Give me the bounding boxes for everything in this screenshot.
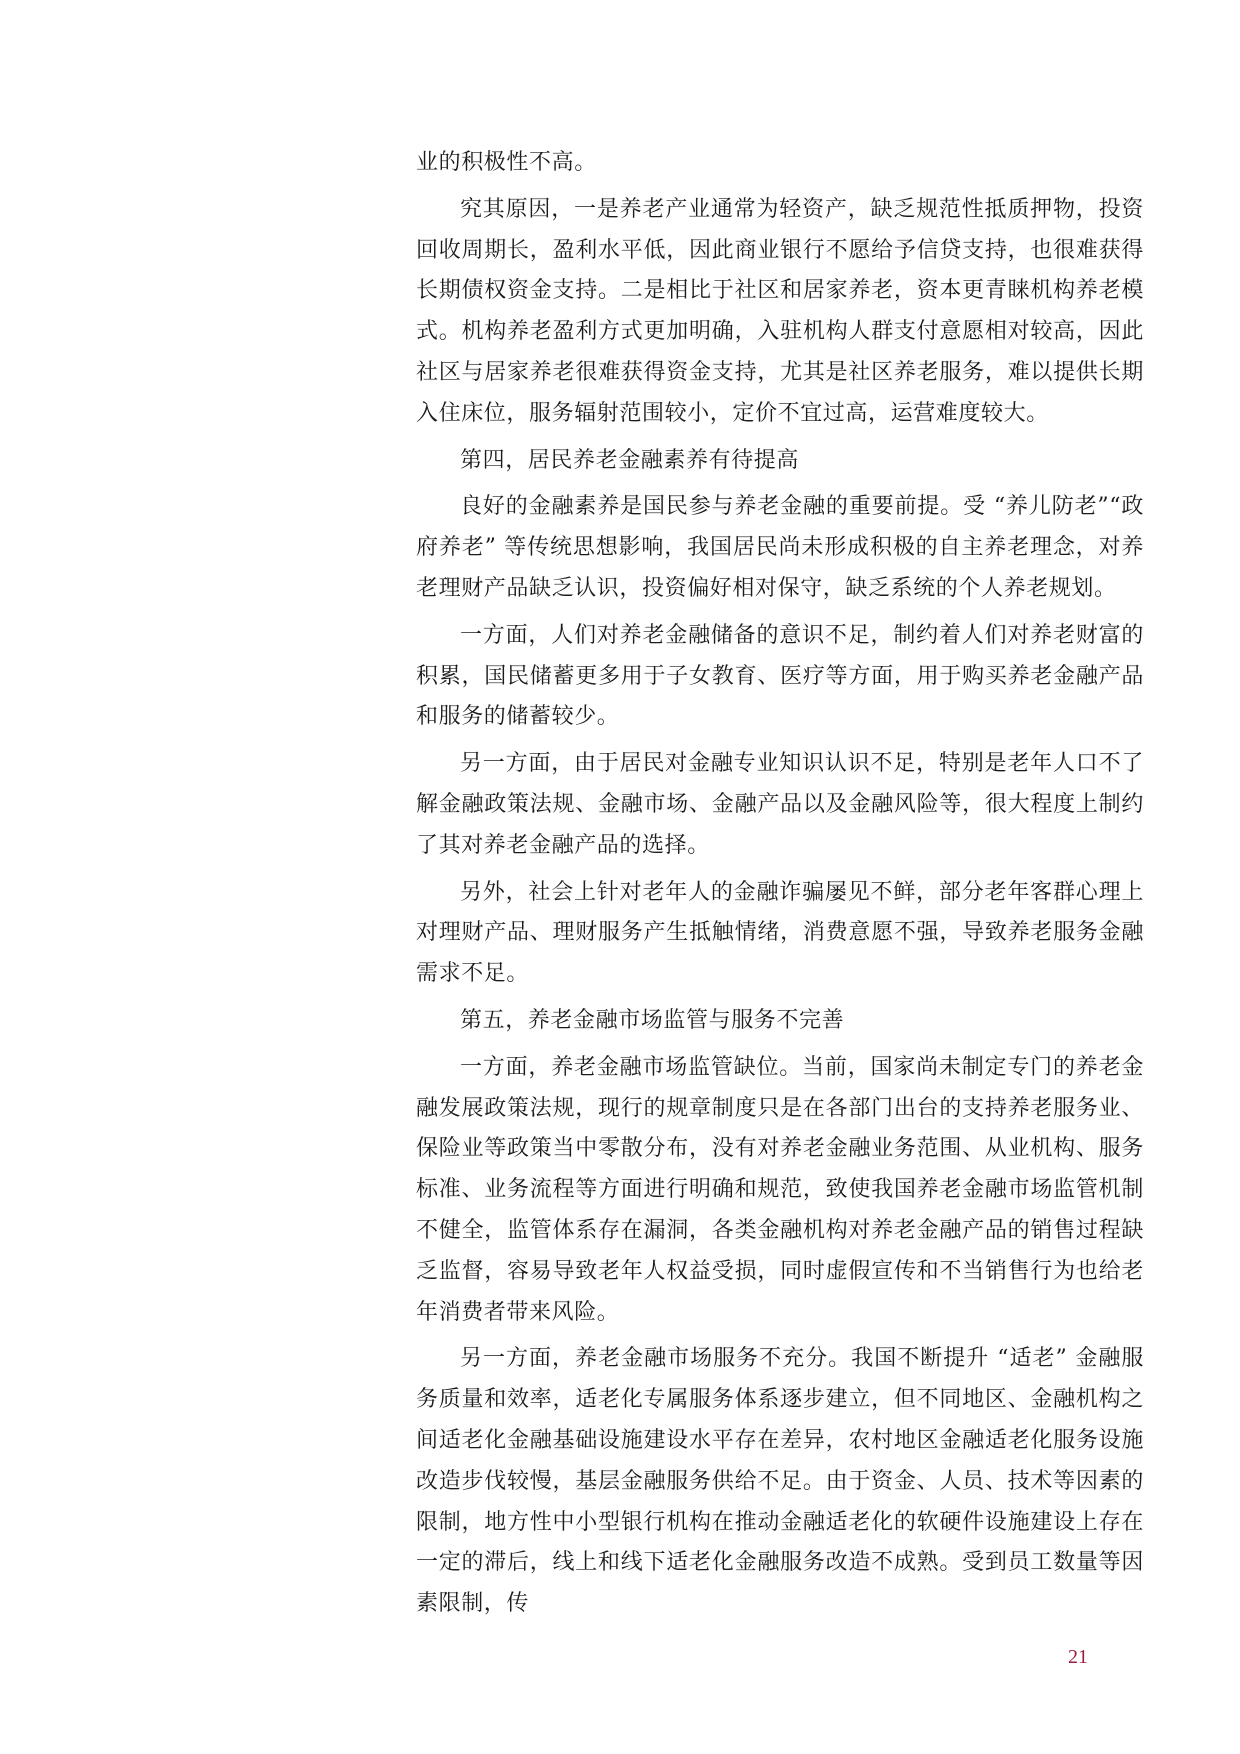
paragraph-causes: 究其原因，一是养老产业通常为轻资产，缺乏规范性抵质押物，投资回收周期长，盈利水平低，因此商业银行不愿给予信贷支持，也很难获得长期债权资金支持。二是相比于社区和居家养老，资本更青睐机构养老模式。机构养老盈利方式更加明确，入驻机构人群支付意愿相对较高，因此社区与居家养老很难获得资金支持，尤其是社区养老服务，难以提供长期入住床位，服务辐射范围较小，定价不宜过高，运营难度较大。 bbox=[416, 196, 1144, 426]
paragraph-fraud: 另外，社会上针对老年人的金融诈骗屡见不鲜，部分老年客群心理上对理财产品、理财服务产生抵触情绪，消费意愿不强，导致养老服务金融需求不足。 bbox=[416, 879, 1144, 987]
paragraph-services: 另一方面，养老金融市场服务不充分。我国不断提升 “适老” 金融服务质量和效率，适老化专属服务体系逐步建立，但不同地区、金融机构之间适老化金融基础设施建设水平存在差异，农村地区金融适老化服务设施改造步伐较慢，基层金融服务供给不足。由于资金、人员、技术等因素的限制，地方性中小型银行机构在推动金融适老化的软硬件设施建设上存在一定的滞后，线上和线下适老化金融服务改造不成熟。受到员工数量等因素限制，传 bbox=[416, 1346, 1144, 1617]
section-heading-fourth: 第四，居民养老金融素养有待提高 bbox=[460, 447, 800, 473]
paragraph-financial-literacy: 良好的金融素养是国民参与养老金融的重要前提。受 “养儿防老”“政府养老” 等传统思想影响，我国居民尚未形成积极的自主养老理念，对养老理财产品缺乏认识，投资偏好相对保守，缺乏系统的个人养老规划。 bbox=[416, 494, 1144, 601]
paragraph-savings-awareness: 一方面，人们对养老金融储备的意识不足，制约着人们对养老财富的积累，国民储蓄更多用于子女教育、医疗等方面，用于购买养老金融产品和服务的储蓄较少。 bbox=[416, 622, 1144, 730]
paragraph-continuation: 业的积极性不高。 bbox=[416, 150, 597, 175]
paragraph-regulation: 一方面，养老金融市场监管缺位。当前，国家尚未制定专门的养老金融发展政策法规，现行的规章制度只是在各部门出台的支持养老服务业、保险业等政策当中零散分布，没有对养老金融业务范围、从业机构、服务标准、业务流程等方面进行明确和规范，致使我国养老金融市场监管机制不健全，监管体系存在漏洞，各类金融机构对养老金融产品的销售过程缺乏监督，容易导致老年人权益受损，同时虚假宣传和不当销售行为也给老年消费者带来风险。 bbox=[416, 1054, 1144, 1325]
page-number: 21 bbox=[1068, 1646, 1088, 1668]
paragraph-knowledge-gap: 另一方面，由于居民对金融专业知识认识不足，特别是老年人口不了解金融政策法规、金融市场、金融产品以及金融风险等，很大程度上制约了其对养老金融产品的选择。 bbox=[416, 751, 1144, 858]
body-text bbox=[416, 143, 1144, 1631]
section-heading-fifth: 第五，养老金融市场监管与服务不完善 bbox=[460, 1007, 845, 1033]
